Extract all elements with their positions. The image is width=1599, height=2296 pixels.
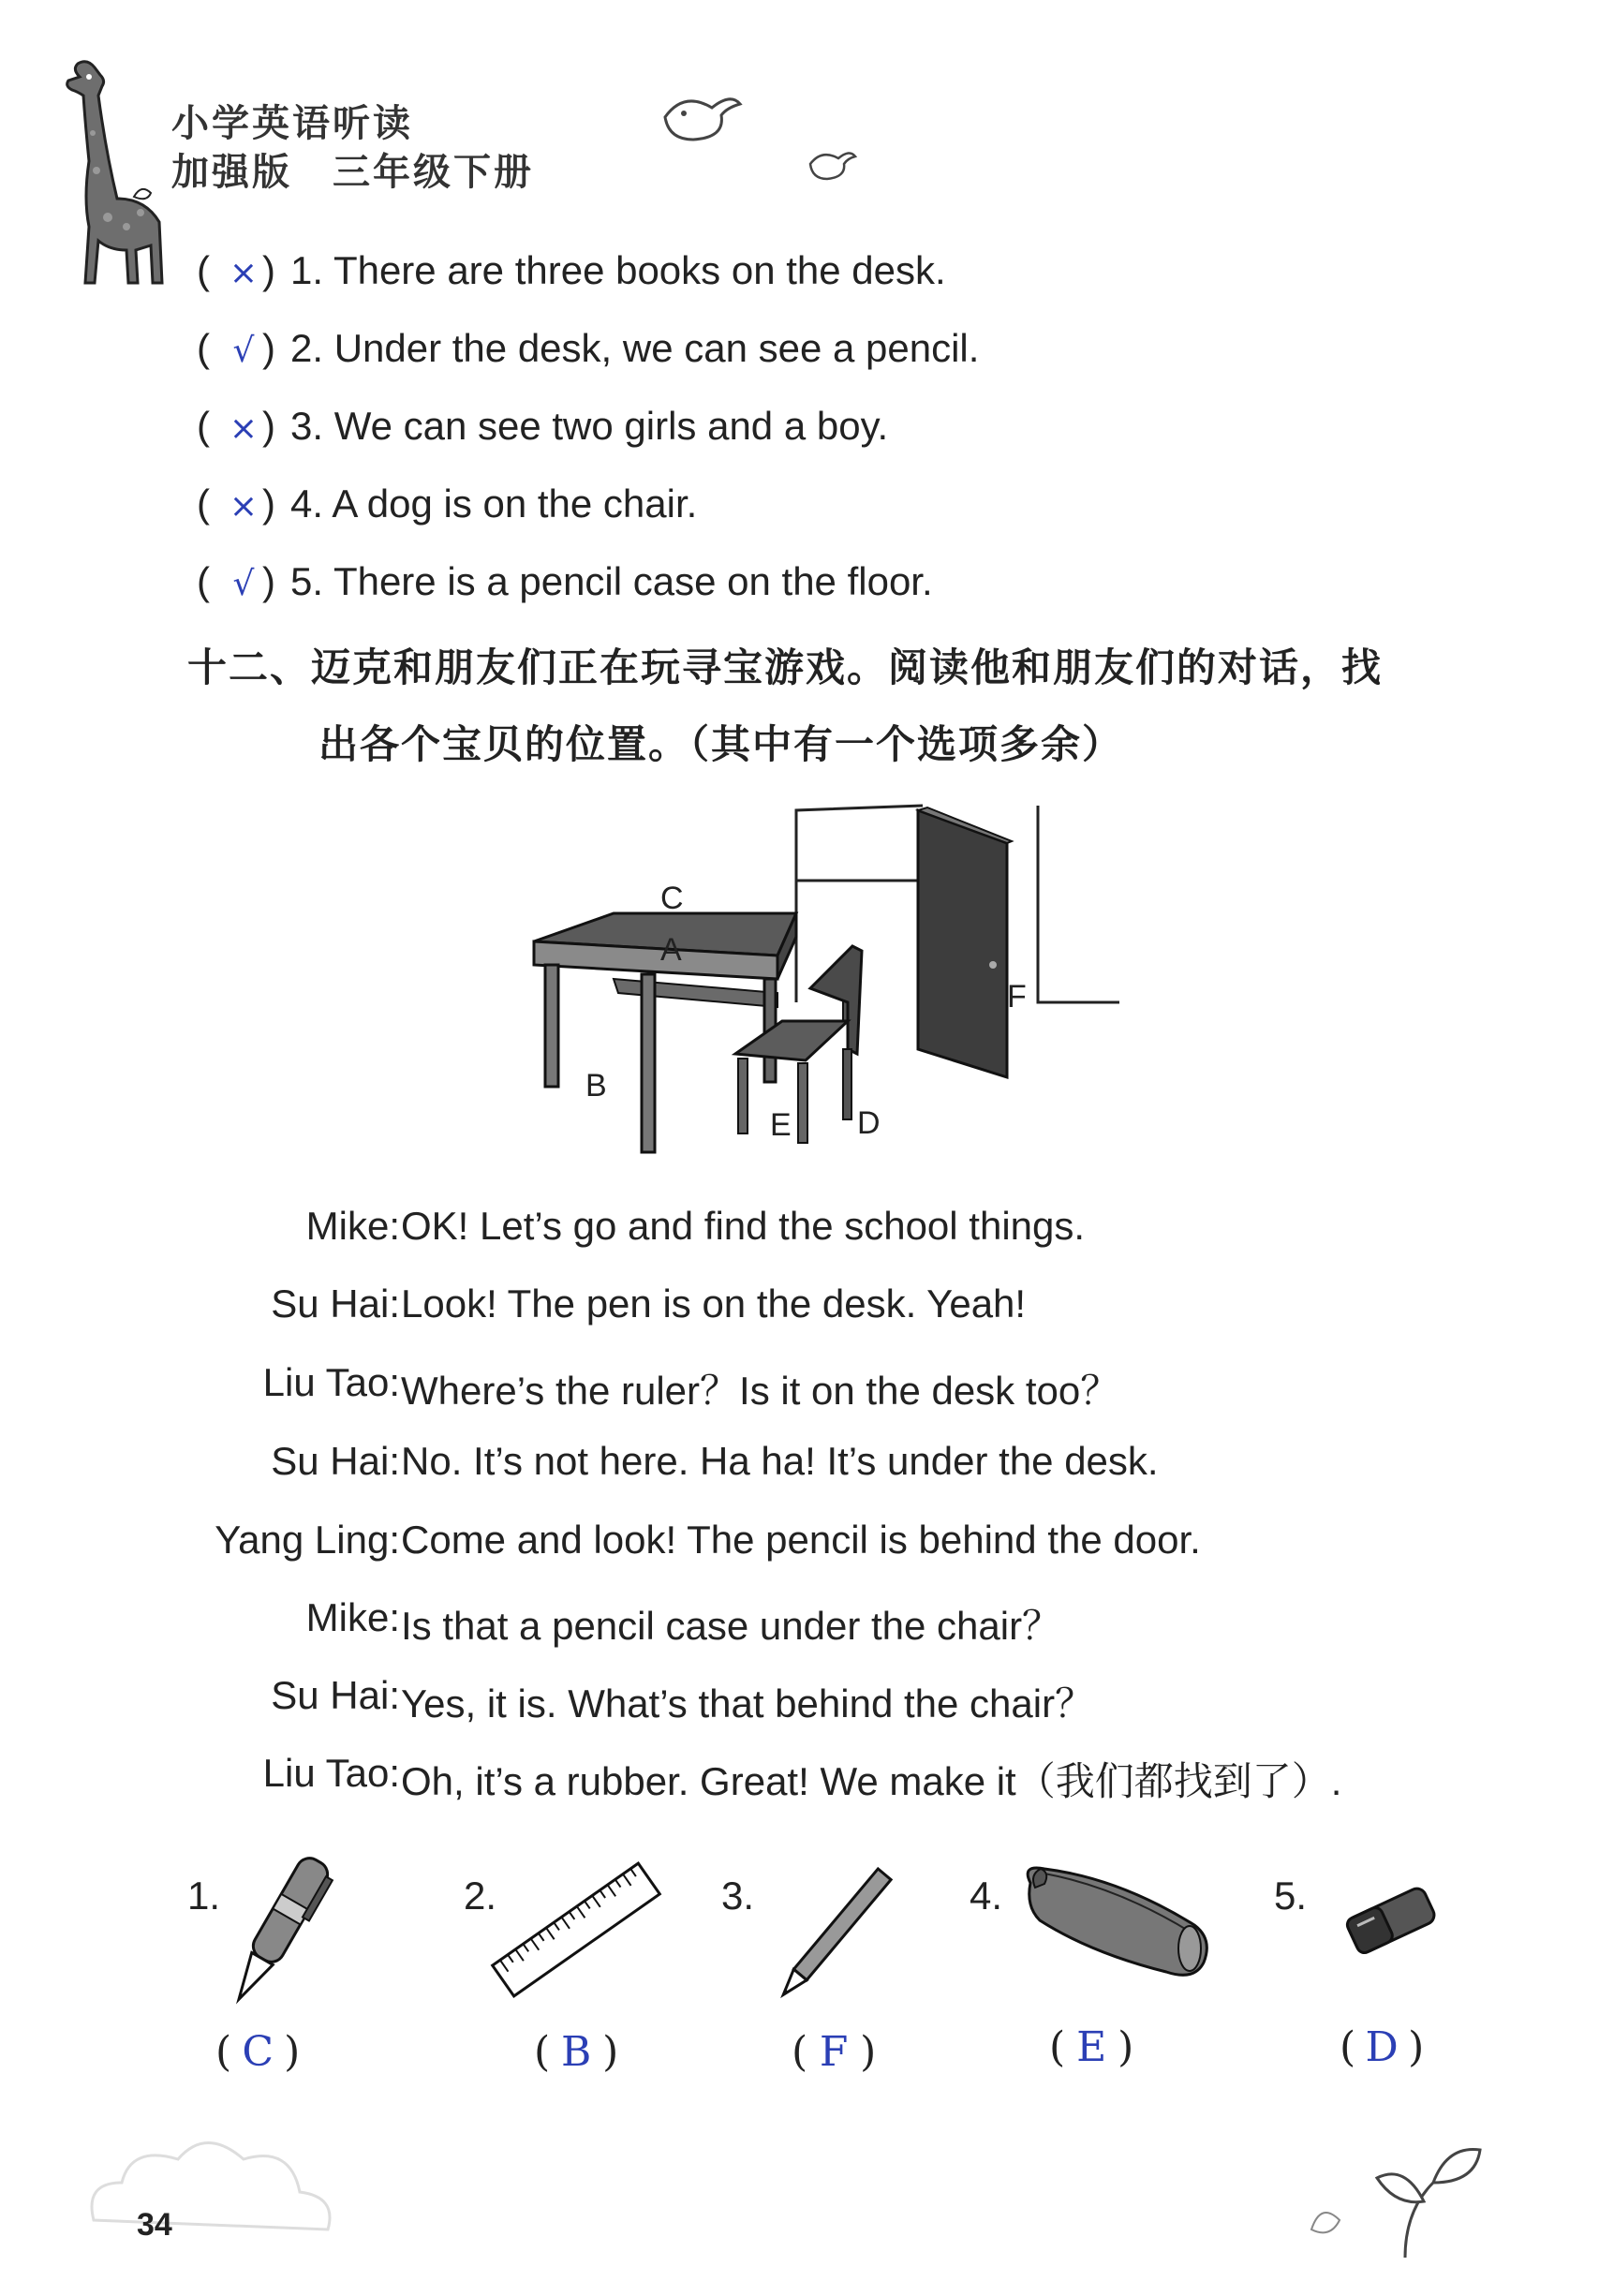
dialogue-text: OK! Let’s go and find the school things. (401, 1204, 1086, 1248)
tf-text-5: 5. There is a pencil case on the floor. (290, 559, 933, 603)
speaker: Liu Tao: (262, 1751, 400, 1795)
book-edition-title: 加强版 三年级下册 (171, 151, 534, 194)
dialogue-text: No. It’s not here. Ha ha! It’s under the desk. (401, 1439, 1159, 1483)
pencil-icon (759, 1841, 927, 2009)
tf-item-5: ( √ ) 5. There is a pencil case on the floor. (197, 559, 933, 603)
dialogue-line-1 (0, 1204, 1599, 1260)
tf-item-3: ( × ) 3. We can see two girls and a boy. (197, 404, 889, 448)
answer-2: B (561, 2028, 592, 2076)
dialogue-text: Look! The pen is on the desk. Yeah! (401, 1281, 1027, 1326)
ruler-icon (478, 1850, 674, 2009)
answer-slot-3: ( F ) (792, 2028, 877, 2076)
tf-answer-3: × (229, 409, 259, 448)
tf-answer-5: √ (232, 565, 255, 603)
giraffe-illustration (52, 58, 183, 292)
tf-answer-2: √ (232, 332, 255, 370)
scene-label-d: D (857, 1105, 881, 1141)
item-number-1: 1. (187, 1874, 221, 1918)
tf-item-2: ( √ ) 2. Under the desk, we can see a pencil. (197, 326, 980, 370)
dialogue-line-3 (0, 1360, 1599, 1416)
rubber-icon (1335, 1874, 1447, 1967)
tf-item-4: ( × ) 4. A dog is on the chair. (197, 481, 698, 526)
dialogue-line-6 (0, 1595, 1599, 1652)
cloud-decoration (75, 2080, 356, 2248)
dialogue-line-2 (0, 1281, 1599, 1338)
answer-3: F (819, 2028, 849, 2076)
tf-text-4: 4. A dog is on the chair. (290, 481, 698, 526)
tf-text-1: 1. There are three books on the desk. (290, 248, 946, 292)
scene-label-a: A (660, 932, 682, 968)
dialogue-text: Come and look! The pencil is behind the door. (401, 1518, 1201, 1562)
answer-slot-4: ( E ) (1049, 2023, 1134, 2071)
scene-label-f: F (1007, 979, 1027, 1015)
answer-slot-5: ( D ) (1340, 2023, 1425, 2071)
item-number-5: 5. (1274, 1874, 1308, 1918)
dialogue-line-4 (0, 1439, 1599, 1495)
answer-1: C (242, 2028, 274, 2076)
small-bird-icon (801, 141, 866, 187)
sprout-decoration (1293, 2126, 1499, 2267)
scene-label-e: E (770, 1107, 792, 1143)
dialogue-text: Oh, it’s a rubber. Great! We make it（我们都找到了）. (401, 1759, 1342, 1803)
item-number-4: 4. (970, 1874, 1003, 1918)
speaker: Su Hai: (271, 1439, 400, 1483)
item-number-2: 2. (464, 1874, 497, 1918)
tf-text-3: 3. We can see two girls and a boy. (290, 404, 889, 448)
classroom-scene-illustration (525, 796, 1133, 1180)
page-number: 34 (137, 2207, 172, 2243)
speaker: Liu Tao: (262, 1360, 400, 1404)
tf-item-1: ( × ) 1. There are three books on the desk. (197, 248, 946, 292)
tf-answer-4: × (229, 487, 259, 526)
answer-4: E (1076, 2023, 1107, 2071)
dialogue-line-8 (0, 1751, 1599, 1807)
dialogue-line-7 (0, 1673, 1599, 1729)
answer-slot-1: ( C ) (215, 2028, 301, 2076)
speaker: Mike: (305, 1204, 400, 1248)
tf-answer-1: × (229, 254, 259, 292)
speaker: Yang Ling: (215, 1518, 400, 1562)
pencil-case-icon (1016, 1850, 1213, 1991)
scene-label-c: C (660, 881, 684, 916)
pen-icon (215, 1841, 337, 2028)
dialogue-line-5 (0, 1518, 1599, 1574)
bird-icon (646, 80, 759, 155)
book-series-title: 小学英语听读 (171, 102, 413, 145)
speaker: Mike: (305, 1595, 400, 1639)
tf-text-2: 2. Under the desk, we can see a pencil. (290, 326, 980, 370)
dialogue-text: Where’s the ruler？Is it on the desk too？ (401, 1369, 1120, 1413)
section-heading-line2: 出各个宝贝的位置。（其中有一个选项多余） (318, 721, 1124, 767)
item-number-3: 3. (721, 1874, 755, 1918)
speaker: Su Hai: (271, 1281, 400, 1326)
scene-label-b: B (585, 1068, 607, 1104)
answer-5: D (1365, 2023, 1399, 2071)
dialogue-text: Is that a pencil case under the chair？ (401, 1604, 1062, 1648)
section-heading-line1: 十二、迈克和朋友们正在玩寻宝游戏。阅读他和朋友们的对话，找 (187, 644, 1384, 690)
dialogue-text: Yes, it is. What’s that behind the chair？ (401, 1681, 1095, 1726)
speaker: Su Hai: (271, 1673, 400, 1717)
answer-slot-2: ( B ) (534, 2028, 619, 2076)
